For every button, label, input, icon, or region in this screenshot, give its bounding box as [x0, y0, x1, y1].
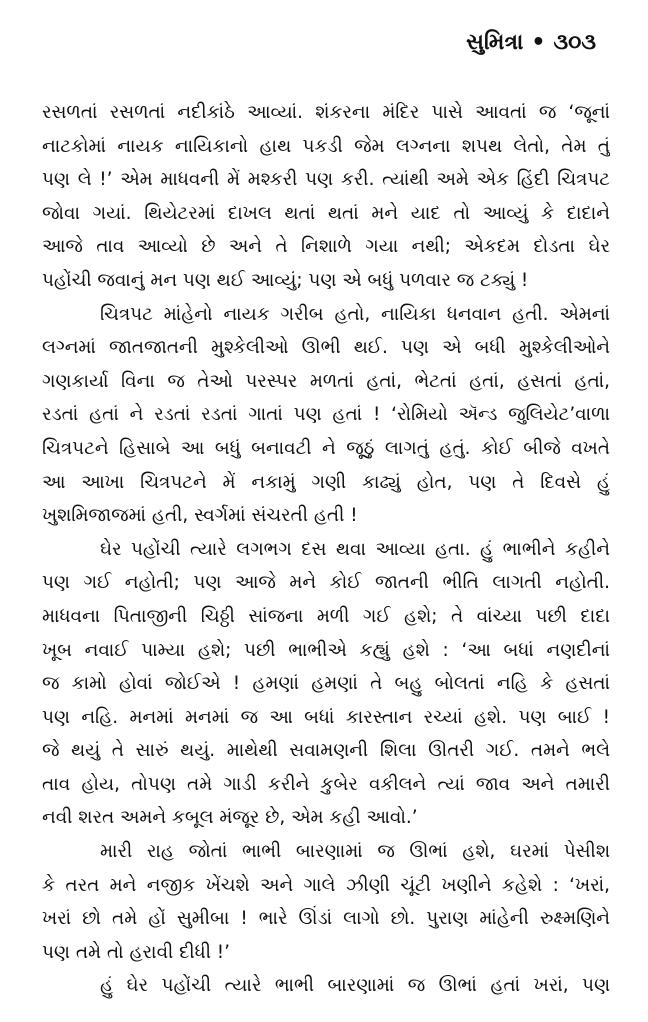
text-line: ગણકાર્યા વિના જ તેઓ પરસ્પર મળતાં હતાં, ભેટતાં હતાં, હસતાં હતાં,: [42, 370, 610, 392]
text-line: તાવ હોય, તોપણ તમે ગાડી કરીને કુબેર વકીલને ત્યાં જાવ અને તમારી: [42, 773, 610, 795]
page-number: ૩૦૩: [553, 30, 596, 55]
text-line: પણ તમે તો હરાવી દીધી !’: [42, 941, 231, 963]
text-line: નાટકોમાં નાયક નાયિકાનો હાથ પકડી જેમ લગ્નના શપથ લેતો, તેમ તું: [42, 135, 610, 157]
text-line: ચિત્રપટ માંહેનો નાયક ગરીબ હતો, નાયિકા ધનવાન હતી. એમનાં: [100, 303, 610, 325]
text-line: નવી શરત અમને કબૂલ મંજૂર છે, એમ કહી આવો.’: [42, 807, 418, 829]
running-header: [466, 30, 596, 55]
text-line: આ આખા ચિત્રપટને મેં નકામું ગણી કાઢ્યું હોત, પણ તે દિવસે હું: [42, 471, 610, 493]
text-line: જ કામો હોવાં જોઈએ ! હમણાં હમણાં તે બહુ બોલતાં નહિ કે હસતાં: [42, 673, 610, 695]
text-line: જે થયું તે સારું થયું. માથેથી સવામણની શિલા ઊતરી ગઈ. તમને ભલે: [42, 740, 610, 762]
text-line: કે તરત મને નજીક ખેંચશે અને ગાલે ઝીણી ચૂંટી ખણીને કહેશે : ‘ખરાં,: [42, 874, 610, 896]
text-line: પણ નહિ. મનમાં મનમાં જ આ બધાં કારસ્તાન રચ્યાં હશે. પણ બાઈ !: [42, 706, 610, 728]
text-line: લગ્નમાં જાતજાતની મુશ્કેલીઓ ઊભી થઈ. પણ એ બધી મુશ્કેલીઓને: [42, 337, 610, 359]
text-line: માધવના પિતાજીની ચિઠ્ઠી સાંજના મળી ગઈ હશે; તે વાંચ્યા પછી દાદા: [42, 605, 610, 627]
text-line: ખરાં છો તમે હોં સુમીબા ! ભારે ઊંડાં લાગો છો. પુરાણ માંહેની રુક્ષ્મણિને: [42, 908, 610, 930]
text-line: હું ઘેર પહોંચી ત્યારે ભાભી બારણામાં જ ઊભાં હતાં ખરાં, પણ: [100, 975, 610, 997]
text-line: ખુશમિજાજમાં હતી, સ્વર્ગમાં સંચરતી હતી !: [42, 505, 358, 527]
text-line: રડતાં હતાં ને રડતાં રડતાં ગાતાં પણ હતાં ! ‘રોમિયો ઍન્ડ જુલિયેટ’વાળા: [42, 404, 610, 426]
text-line: જોવા ગયાં. થિયેટરમાં દાખલ થતાં થતાં મને યાદ તો આવ્યું કે દાદાને: [42, 202, 610, 224]
text-line: પણ લે !’ એમ માધવની મેં મશ્કરી પણ કરી. ત્યાંથી અમે એક હિંદી ચિત્રપટ: [42, 169, 610, 191]
text-line: ખૂબ નવાઈ પામ્યા હશે; પછી ભાભીએ કહ્યું હશે : ‘આ બધાં નણદીનાં: [42, 639, 610, 661]
header-separator: •: [531, 30, 546, 55]
text-line: પહોંચી જવાનું મન પણ થઈ આવ્યું; પણ એ બધું પળવાર જ ટક્યું !: [42, 269, 529, 291]
text-line: આજે તાવ આવ્યો છે અને તે નિશાળે ગયા નથી; એકદમ દોડતા ઘેર: [42, 236, 610, 258]
text-line: ચિત્રપટને હિસાબે આ બધું બનાવટી ને જૂઠું લાગતું હતું. કોઈ બીજે વખતે: [42, 437, 610, 459]
text-line: રસળતાં રસળતાં નદીકાંઠે આવ્યાં. શંકરના મંદિર પાસે આવતાં જ ‘જૂનાં: [42, 102, 610, 123]
chapter-title: સુમિત્રા: [466, 30, 524, 55]
text-line: મારી રાહ જોતાં ભાભી બારણામાં જ ઊભાં હશે, ઘરમાં પેસીશ: [100, 841, 610, 863]
body-text: [42, 96, 610, 1003]
text-line: પણ ગઈ નહોતી; પણ આજે મને કોઈ જાતની ભીતિ લાગતી નહોતી.: [42, 572, 610, 594]
text-line: ઘેર પહોંચી ત્યારે લગભગ દસ થવા આવ્યા હતા. હું ભાભીને કહીને: [100, 538, 610, 560]
